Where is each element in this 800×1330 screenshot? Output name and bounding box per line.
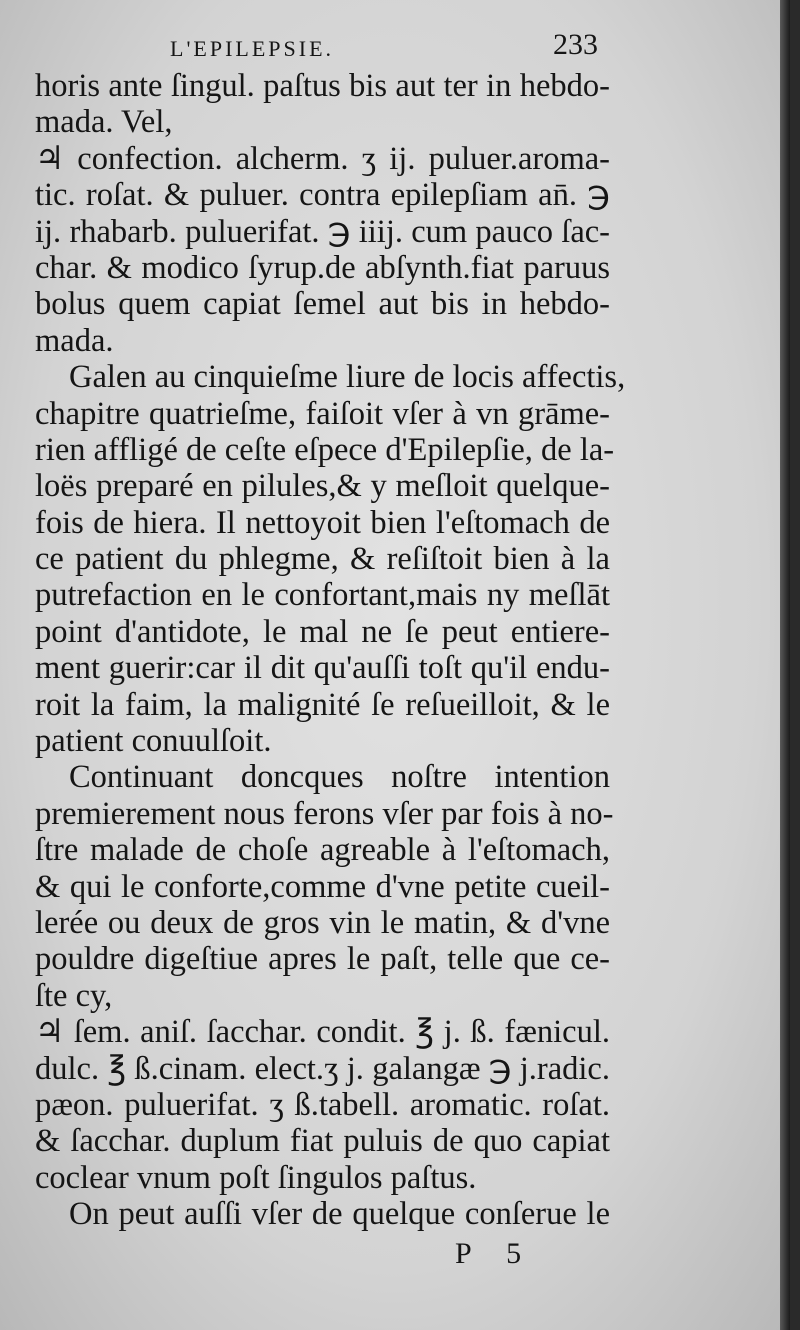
- text-line: & ſacchar. duplum fiat puluis de quo capiat: [35, 1123, 610, 1160]
- text-line: ij. rhabarb. puluerifat. ℈ iiij. cum pauco ſac-: [35, 213, 610, 250]
- text-line: & qui le conforte,comme d'vne petite cueil-: [35, 868, 610, 905]
- text-line: dulc. ℥ ß.cinam. elect.ʒ j. galangæ ℈ j.radic.: [35, 1050, 610, 1087]
- text-line: ſte cy,: [35, 977, 113, 1014]
- text-line: patient conuulſoit.: [35, 723, 272, 760]
- text-line: rien affligé de ceſte eſpece d'Epilepſie, de la-: [35, 431, 615, 468]
- text-line: bolus quem capiat ſemel aut bis in hebdo-: [35, 286, 610, 323]
- text-line: Galen au cinquieſme liure de locis affectis,: [69, 359, 626, 396]
- text-line: chapitre quatrieſme, faiſoit vſer à vn grāme-: [35, 395, 610, 432]
- text-line: ce patient du phlegme, & reſiſtoit bien à la: [35, 541, 610, 578]
- text-line: loës preparé en pilules,& y meſloit quelque-: [35, 468, 610, 505]
- page-footer: [35, 1233, 610, 1273]
- text-block: [35, 20, 626, 1273]
- text-line: pouldre digeſtiue apres le paſt, telle que ce-: [35, 941, 610, 978]
- text-line: ♃ ſem. aniſ. ſacchar. condit. ℥ j. ß. fænicul.: [35, 1014, 610, 1051]
- text-line: coclear vnum poſt ſingulos paſtus.: [35, 1159, 477, 1196]
- page-header: [35, 20, 610, 68]
- text-line: pæon. puluerifat. ʒ ß.tabell. aromatic. roſat.: [35, 1086, 610, 1123]
- text-line: ſtre malade de choſe agreable à l'eſtomach,: [35, 832, 610, 869]
- body-text: [35, 68, 626, 1233]
- text-line: Continuant doncques noſtre intention: [69, 759, 610, 796]
- signature-mark: P 5: [455, 1236, 536, 1270]
- text-line: On peut auſſi vſer de quelque conſerue le: [69, 1196, 610, 1233]
- text-line: point d'antidote, le mal ne ſe peut entiere-: [35, 613, 610, 650]
- text-line: char. & modico ſyrup.de abſynth.fiat paruus: [35, 249, 610, 286]
- page-edge-shadow: [780, 0, 790, 1330]
- page-number: 233: [553, 28, 598, 61]
- text-line: horis ante ſingul. paſtus bis aut ter in hebdo-: [35, 68, 610, 104]
- running-head: L'EPILEPSIE.: [170, 36, 335, 61]
- text-line: mada. Vel,: [35, 104, 173, 141]
- text-line: putrefaction en le confortant,mais ny meſlāt: [35, 577, 610, 614]
- text-line: ment guerir:car il dit qu'auſſi toſt qu'il endu-: [35, 650, 610, 687]
- text-line: lerée ou deux de gros vin le matin, & d'vne: [35, 904, 610, 941]
- text-line: premierement nous ferons vſer par fois à no-: [35, 795, 614, 832]
- text-line: roit la faim, la malignité ſe reſueilloit, & le: [35, 686, 610, 723]
- text-line: fois de hiera. Il nettoyoit bien l'eſtomach de: [35, 504, 610, 541]
- text-line: mada.: [35, 322, 114, 359]
- text-line: ♃ confection. alcherm. ʒ ij. puluer.aroma-: [35, 140, 610, 177]
- text-line: tic. roſat. & puluer. contra epilepſiam an̄. ℈: [35, 177, 610, 214]
